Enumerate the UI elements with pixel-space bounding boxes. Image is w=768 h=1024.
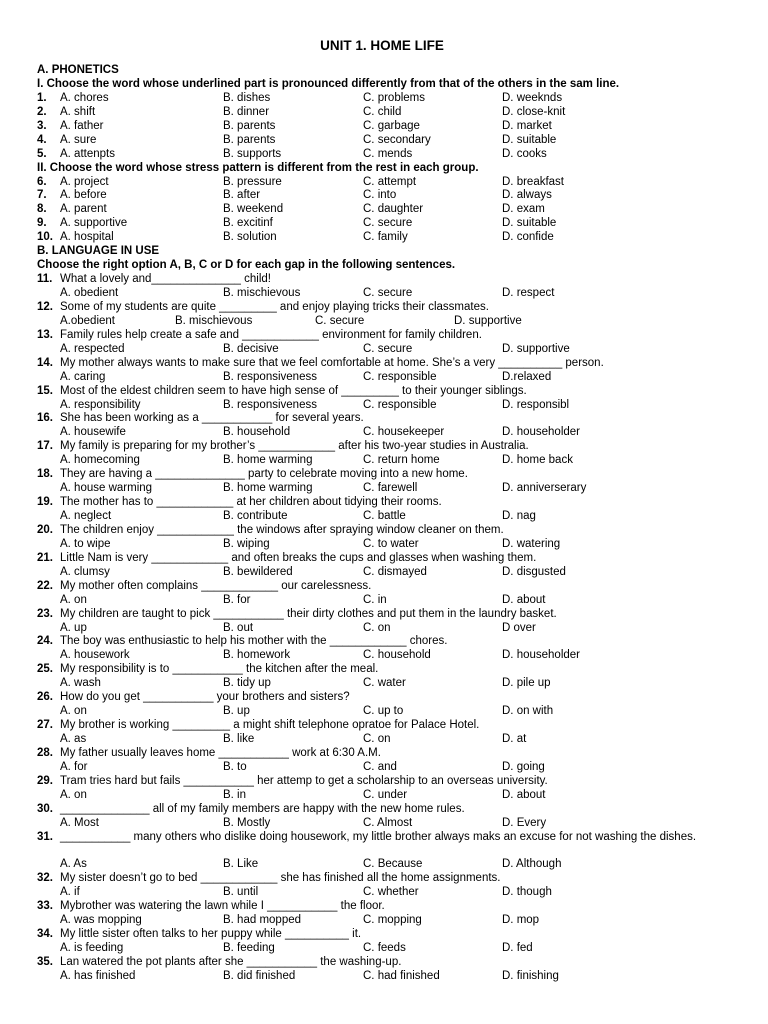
- option-c: C. responsible: [363, 398, 437, 411]
- option-b: B. mischievous: [175, 314, 253, 327]
- option-d: D. breakfast: [502, 175, 564, 188]
- option-d: D. nag: [502, 510, 536, 522]
- option-c: C. daughter: [363, 203, 424, 216]
- option-b: B. household: [223, 426, 291, 439]
- option-c: C. on: [363, 621, 391, 634]
- option-d: D. anniverserary: [502, 482, 587, 495]
- item-number: 2.: [37, 105, 47, 118]
- answer-options: [37, 858, 737, 872]
- option-c: C. secure: [363, 217, 413, 230]
- question-stem: [37, 496, 737, 510]
- answer-options: [37, 482, 737, 496]
- option-b: B. in: [223, 788, 247, 801]
- question-stem: [37, 872, 737, 886]
- answer-options: [37, 761, 737, 775]
- question-text: What a lovely and______________ child!: [60, 273, 271, 286]
- question-stem: [37, 412, 737, 426]
- option-d: D. suitable: [502, 217, 557, 230]
- option-c: C. Almost: [363, 816, 413, 829]
- option-a: A. shift: [60, 105, 96, 118]
- option-d: D. pile up: [502, 677, 551, 690]
- question-text: The boy was enthusiastic to help his mother with the ____________ chores.: [60, 635, 448, 648]
- option-c: C. housekeeper: [363, 426, 445, 439]
- word-row: [37, 203, 737, 217]
- word-row: [37, 120, 737, 134]
- option-d: D. going: [502, 760, 545, 773]
- phonetics-list: [37, 92, 737, 162]
- question-number: 29.: [37, 774, 53, 787]
- answer-options: [37, 886, 737, 900]
- question-stem: [37, 468, 737, 482]
- question-stem: [37, 719, 737, 733]
- question-stem: [37, 928, 737, 942]
- option-a: A. on: [60, 593, 87, 606]
- question-text: They are having a ______________ party to celebrate moving into a new home.: [60, 468, 468, 481]
- question-number: 18.: [37, 468, 53, 481]
- option-b: B. parents: [223, 133, 276, 146]
- option-c: C. mends: [363, 147, 413, 160]
- question-number: 23.: [37, 607, 53, 620]
- option-d: D. confide: [502, 231, 554, 244]
- option-d: D. always: [502, 189, 552, 202]
- option-a: A. chores: [60, 91, 109, 104]
- stress-list: [37, 176, 737, 246]
- word-row: [37, 106, 737, 120]
- option-a: A. has finished: [60, 969, 136, 982]
- question-list: [37, 273, 737, 984]
- word-row: [37, 148, 737, 162]
- question-text: My mother often complains ____________ our carelessness.: [60, 579, 372, 592]
- question-number: 27.: [37, 719, 53, 732]
- option-d: D. Although: [502, 858, 562, 871]
- question-text: Most of the eldest children seem to have high sense of _________ to their younger siblings.: [60, 384, 527, 397]
- option-a: A. neglect: [60, 510, 112, 522]
- option-d: D. market: [502, 119, 552, 132]
- section-a-heading: A. PHONETICS: [37, 64, 119, 76]
- option-d: D. supportive: [454, 314, 522, 327]
- option-a: A. respected: [60, 342, 125, 355]
- item-number: 10.: [37, 231, 53, 244]
- option-d: D. watering: [502, 537, 561, 550]
- item-number: 8.: [37, 203, 47, 216]
- item-number: 7.: [37, 189, 47, 202]
- question-text: Little Nam is very ____________ and often breaks the cups and glasses when washing them.: [60, 551, 537, 564]
- question-stem: [37, 357, 737, 371]
- option-c: C. whether: [363, 886, 419, 899]
- option-b: B. responsiveness: [223, 370, 317, 383]
- option-b: B. dinner: [223, 105, 270, 118]
- option-c: C. secure: [315, 314, 365, 327]
- answer-options: [37, 315, 737, 329]
- option-a: A. homecoming: [60, 454, 140, 467]
- option-b: B. excitinf: [223, 217, 273, 230]
- question-number: 12.: [37, 300, 53, 313]
- option-a: A. for: [60, 760, 88, 773]
- question-text: My children are taught to pick ___________ their dirty clothes and put them in the laundry basket.: [60, 607, 557, 620]
- answer-options: [37, 371, 737, 385]
- option-c: C. secure: [363, 287, 413, 299]
- option-b: B. dishes: [223, 91, 271, 104]
- answer-options: [37, 538, 737, 552]
- word-row: [37, 231, 737, 245]
- phonetics-instruction: I. Choose the word whose underlined part is pronounced differently from that of the others in the sam line.: [37, 77, 620, 90]
- question-stem: [37, 803, 737, 817]
- option-b: B. pressure: [223, 175, 282, 188]
- item-number: 3.: [37, 119, 47, 132]
- answer-options: [37, 970, 737, 984]
- option-c: C. problems: [363, 91, 425, 104]
- option-b: B. for: [223, 593, 251, 606]
- question-text: ___________ many others who dislike doing housework, my little brother always maks an excuse for not washing the dishes.: [60, 830, 697, 843]
- option-d: D. home back: [502, 454, 573, 467]
- stress-instruction: II. Choose the word whose stress pattern is different from the rest in each group.: [37, 161, 479, 174]
- question-stem: [37, 552, 737, 566]
- option-c: C. secondary: [363, 133, 431, 146]
- option-b: B. supports: [223, 147, 282, 160]
- option-b: B. tidy up: [223, 677, 271, 690]
- option-b: B. had mopped: [223, 914, 302, 927]
- option-b: B. bewildered: [223, 565, 293, 578]
- option-d: D. householder: [502, 426, 580, 439]
- option-d: D. supportive: [502, 342, 570, 355]
- answer-options: [37, 649, 737, 663]
- word-row: [37, 217, 737, 231]
- option-a: A. housewife: [60, 426, 126, 439]
- option-c: C. Because: [363, 858, 423, 871]
- question-number: 15.: [37, 384, 53, 397]
- question-stem: [37, 691, 737, 705]
- question-number: 26.: [37, 691, 53, 704]
- answer-options: [37, 510, 737, 524]
- section-b-heading: B. LANGUAGE IN USE: [37, 245, 160, 258]
- question-text: ______________ all of my family members are happy with the new home rules.: [60, 802, 465, 815]
- option-d: D. close-knit: [502, 105, 566, 118]
- answer-options: [37, 789, 737, 803]
- option-a: A. house warming: [60, 482, 153, 495]
- question-stem: [37, 663, 737, 677]
- option-c: C. secure: [363, 342, 413, 355]
- option-a: A. to wipe: [60, 537, 111, 550]
- option-d: D. respect: [502, 287, 555, 299]
- option-a: A. is feeding: [60, 942, 124, 955]
- word-row: [37, 189, 737, 203]
- answer-options: [37, 817, 737, 831]
- option-c: C. dismayed: [363, 565, 427, 578]
- question-text: My father usually leaves home ___________ work at 6:30 A.M.: [60, 746, 381, 759]
- question-number: 11.: [37, 273, 53, 286]
- option-a: A. as: [60, 733, 87, 745]
- option-d: D. householder: [502, 649, 580, 662]
- option-d: D. about: [502, 788, 546, 801]
- question-stem: [37, 956, 737, 970]
- option-c: C. in: [363, 593, 387, 606]
- option-b: B. decisive: [223, 342, 279, 355]
- option-a: A. on: [60, 788, 87, 801]
- question-text: The children enjoy ____________ the windows after spraying window cleaner on them.: [60, 523, 504, 536]
- question-number: 31.: [37, 830, 53, 843]
- question-number: 16.: [37, 412, 53, 425]
- question-text: My sister doesn’t go to bed ____________ she has finished all the home assignments.: [60, 872, 501, 885]
- option-d: D. responsibl: [502, 398, 570, 411]
- question-number: 17.: [37, 440, 53, 453]
- option-c: C. family: [363, 231, 408, 244]
- option-c: C. to water: [363, 537, 419, 550]
- question-stem: [37, 900, 737, 914]
- page-title: UNIT 1. HOME LIFE: [320, 38, 444, 53]
- question-text: Some of my students are quite _________ and enjoy playing tricks their classmates.: [60, 300, 489, 313]
- option-b: B. until: [223, 886, 259, 899]
- option-a: A. sure: [60, 133, 97, 146]
- option-c: C. attempt: [363, 175, 417, 188]
- option-a: A. up: [60, 621, 87, 634]
- worksheet: [37, 38, 737, 984]
- option-d: D. mop: [502, 914, 540, 927]
- option-c: C. farewell: [363, 482, 418, 495]
- question-text: Family rules help create a safe and ____________ environment for family children.: [60, 328, 482, 341]
- option-d: D. Every: [502, 816, 547, 829]
- option-d: D. cooks: [502, 147, 547, 160]
- answer-options: [37, 343, 737, 357]
- option-c: C. child: [363, 105, 402, 118]
- option-d: D. fed: [502, 942, 533, 955]
- word-row: [37, 134, 737, 148]
- option-b: B. parents: [223, 119, 276, 132]
- answer-options: [37, 622, 737, 636]
- option-a: A. parent: [60, 203, 107, 216]
- item-number: 9.: [37, 217, 47, 230]
- option-b: B. out: [223, 621, 254, 634]
- question-text: How do you get ___________ your brothers and sisters?: [60, 691, 350, 704]
- question-text: Mybrother was watering the lawn while I ___________ the floor.: [60, 900, 385, 913]
- option-a: A. clumsy: [60, 565, 110, 578]
- option-d: D. weeknds: [502, 91, 563, 104]
- question-stem: [37, 635, 737, 649]
- question-stem: [37, 580, 737, 594]
- answer-options: [37, 426, 737, 440]
- option-b: B. wiping: [223, 537, 270, 550]
- option-a: A. attenpts: [60, 147, 115, 160]
- question-number: 34.: [37, 928, 53, 941]
- answer-options: [37, 454, 737, 468]
- question-text: She has been working as a ___________ for several years.: [60, 412, 364, 425]
- option-c: C. responsible: [363, 370, 437, 383]
- question-text: My responsibility is to ___________ the kitchen after the meal.: [60, 663, 379, 676]
- question-number: 35.: [37, 956, 53, 969]
- option-c: C. battle: [363, 510, 406, 522]
- question-number: 14.: [37, 356, 53, 369]
- question-number: 13.: [37, 328, 53, 341]
- question-text: My brother is working _________ a might shift telephone opratoe for Palace Hotel.: [60, 719, 480, 732]
- question-number: 28.: [37, 746, 53, 759]
- question-text: The mother has to ____________ at her children about tidying their rooms.: [60, 496, 442, 509]
- question-number: 25.: [37, 663, 53, 676]
- option-b: B. responsiveness: [223, 398, 317, 411]
- option-b: B. solution: [223, 231, 277, 244]
- question-text: My family is preparing for my brother’s ____________ after his two-year studies in Australia.: [60, 440, 529, 453]
- answer-options: [37, 914, 737, 928]
- question-stem: [37, 524, 737, 538]
- question-number: 22.: [37, 579, 53, 592]
- question-stem: [37, 608, 737, 622]
- option-b: B. to: [223, 760, 247, 773]
- answer-options: [37, 399, 737, 413]
- option-b: B. Like: [223, 858, 259, 871]
- option-d: D over: [502, 621, 536, 634]
- question-stem: [37, 775, 737, 789]
- question-stem: [37, 831, 737, 859]
- question-stem: [37, 329, 737, 343]
- option-c: C. garbage: [363, 119, 420, 132]
- option-b: B. home warming: [223, 482, 313, 495]
- option-c: C. and: [363, 760, 397, 773]
- option-c: C. under: [363, 788, 408, 801]
- option-b: B. weekend: [223, 203, 284, 216]
- option-b: B. up: [223, 705, 250, 718]
- option-c: C. up to: [363, 705, 404, 718]
- question-stem: [37, 273, 737, 287]
- answer-options: [37, 566, 737, 580]
- option-b: B. Mostly: [223, 816, 271, 829]
- question-stem: [37, 301, 737, 315]
- option-a: A. hospital: [60, 231, 114, 244]
- option-a: A. caring: [60, 370, 106, 383]
- question-number: 20.: [37, 523, 53, 536]
- question-text: My little sister often talks to her puppy while __________ it.: [60, 928, 362, 941]
- answer-options: [37, 287, 737, 301]
- option-a: A. housework: [60, 649, 130, 662]
- word-row: [37, 176, 737, 190]
- question-number: 24.: [37, 635, 53, 648]
- option-c: C. into: [363, 189, 397, 202]
- question-stem: [37, 747, 737, 761]
- option-c: C. household: [363, 649, 431, 662]
- option-a: A. obedient: [60, 287, 119, 299]
- question-stem: [37, 440, 737, 454]
- question-number: 21.: [37, 551, 53, 564]
- option-a: A.obedient: [60, 314, 115, 327]
- option-a: A. was mopping: [60, 914, 142, 927]
- option-d: D. about: [502, 593, 546, 606]
- question-text: Lan watered the pot plants after she ___________ the washing-up.: [60, 956, 402, 969]
- question-number: 19.: [37, 496, 53, 509]
- word-row: [37, 92, 737, 106]
- option-d: D. finishing: [502, 969, 559, 982]
- item-number: 6.: [37, 175, 47, 188]
- question-number: 33.: [37, 900, 53, 913]
- option-a: A. Most: [60, 816, 99, 829]
- item-number: 4.: [37, 133, 47, 146]
- option-a: A. As: [60, 858, 87, 871]
- question-number: 30.: [37, 802, 53, 815]
- option-d: D.relaxed: [502, 370, 552, 383]
- option-a: A. father: [60, 119, 104, 132]
- language-instruction: Choose the right option A, B, C or D for each gap in the following sentences.: [37, 259, 456, 272]
- option-a: A. on: [60, 705, 87, 718]
- option-b: B. contribute: [223, 510, 288, 522]
- option-b: B. after: [223, 189, 261, 202]
- option-a: A. before: [60, 189, 107, 202]
- option-c: C. mopping: [363, 914, 422, 927]
- item-number: 1.: [37, 91, 47, 104]
- question-number: 32.: [37, 872, 53, 885]
- option-b: B. feeding: [223, 942, 275, 955]
- option-d: D. suitable: [502, 133, 557, 146]
- option-c: C. water: [363, 677, 406, 690]
- option-d: D. disgusted: [502, 565, 566, 578]
- option-a: A. supportive: [60, 217, 128, 230]
- option-b: B. did finished: [223, 969, 296, 982]
- option-c: C. feeds: [363, 942, 406, 955]
- option-d: D. though: [502, 886, 552, 899]
- option-d: D. at: [502, 733, 527, 745]
- option-b: B. home warming: [223, 454, 313, 467]
- option-b: B. like: [223, 733, 255, 745]
- option-d: D. exam: [502, 203, 545, 216]
- item-number: 5.: [37, 147, 47, 160]
- option-c: C. had finished: [363, 969, 440, 982]
- answer-options: [37, 677, 737, 691]
- question-text: My mother always wants to make sure that we feel comfortable at home. She’s a very __________ person.: [60, 356, 604, 369]
- answer-options: [37, 705, 737, 719]
- answer-options: [37, 733, 737, 747]
- answer-options: [37, 594, 737, 608]
- option-c: C. return home: [363, 454, 440, 467]
- question-text: Tram tries hard but fails ___________ her attemp to get a scholarship to an overseas university.: [60, 774, 548, 787]
- option-d: D. on with: [502, 705, 554, 718]
- option-a: A. wash: [60, 677, 101, 690]
- option-a: A. responsibility: [60, 398, 141, 411]
- answer-options: [37, 942, 737, 956]
- option-b: B. mischievous: [223, 287, 301, 299]
- question-stem: [37, 385, 737, 399]
- option-a: A. if: [60, 886, 80, 899]
- option-b: B. homework: [223, 649, 291, 662]
- option-c: C. on: [363, 733, 391, 745]
- option-a: A. project: [60, 175, 109, 188]
